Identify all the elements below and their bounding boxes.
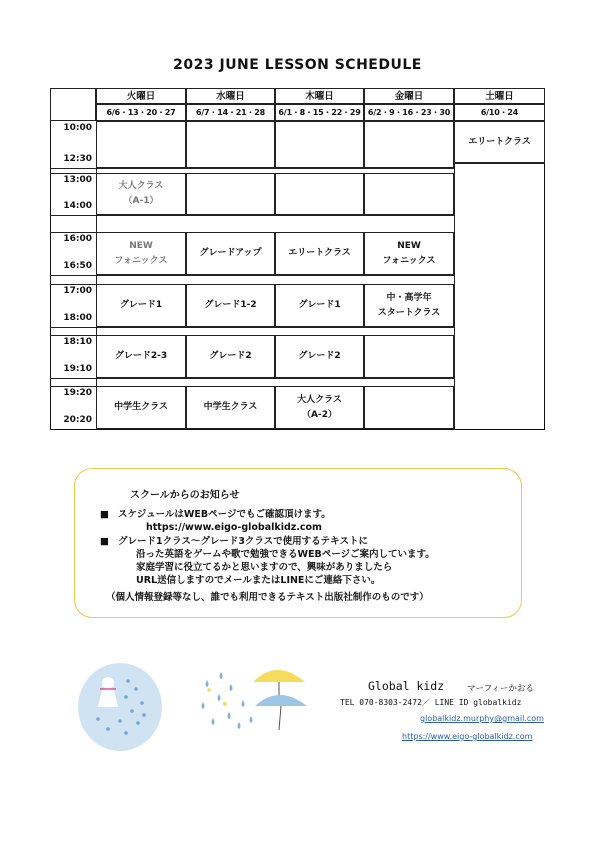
- cell-text-line: NEW: [397, 240, 421, 251]
- slot-end-time: 14:00: [63, 201, 92, 211]
- cell-text-line: フォニックス: [114, 255, 168, 266]
- notice-title: スクールからのお知らせ: [130, 490, 240, 501]
- notice-line: [118, 548, 435, 561]
- cell-text-line: （A-2）: [302, 409, 337, 420]
- contact-person: マーフィーかおる: [467, 684, 534, 694]
- class-cell: [364, 232, 454, 275]
- schedule-table: [50, 88, 545, 430]
- notice-line: [100, 508, 331, 521]
- class-cell: [364, 284, 454, 327]
- cell-text-line: 中学生クラス: [114, 402, 168, 412]
- class-cell: [364, 173, 454, 215]
- school-name: Global kidz: [368, 679, 445, 693]
- cell-text-line: グレードアップ: [199, 248, 262, 258]
- bullet-icon: ■: [100, 509, 109, 520]
- class-cell: [275, 284, 364, 327]
- notice-line: [118, 561, 392, 574]
- doll-head: [102, 677, 114, 689]
- class-cell: [186, 173, 275, 215]
- day-header-4: 金曜日: [364, 88, 454, 104]
- slot-end-time: 12:30: [63, 154, 92, 164]
- notice-line: [118, 574, 380, 587]
- day-dates-5: 6/10・24: [454, 104, 545, 121]
- day-dates-2: 6/7・14・21・28: [186, 104, 275, 121]
- umbrellas-illustration: [195, 660, 315, 740]
- slot-start-time: 13:00: [63, 175, 92, 185]
- notice-line-text: （個人情報登録等なし、誰でも利用できるテキスト出版社制作のものです）: [106, 592, 429, 603]
- slot-start-time: 16:00: [63, 234, 92, 244]
- day-header-1: 火曜日: [96, 88, 186, 104]
- rain-drops: [202, 672, 253, 729]
- saturday-divider: [454, 121, 455, 430]
- class-cell: [186, 335, 275, 378]
- notice-line: [100, 535, 368, 548]
- cell-text-line: グレード1: [298, 300, 341, 310]
- slot-separator: [50, 168, 454, 169]
- cell-text-line: 中・高学年: [386, 292, 432, 303]
- yellow-drops: [207, 688, 227, 706]
- slot-start-time: 19:20: [63, 388, 92, 398]
- website-link[interactable]: https://www.eigo-globalkidz.com: [402, 732, 533, 741]
- slot-start-time: 10:00: [63, 123, 92, 133]
- yellow-umbrella: [253, 670, 305, 682]
- cell-text-line: スタートクラス: [377, 307, 441, 318]
- notice-line: [106, 591, 429, 604]
- class-cell: [186, 284, 275, 327]
- class-cell: [96, 173, 186, 215]
- slot-end-time: 20:20: [63, 415, 92, 425]
- notice-line-text[interactable]: https://www.eigo-globalkidz.com: [146, 522, 322, 533]
- contact-tel: TEL 070-8303-2472／ LINE ID globalkidz: [340, 698, 522, 707]
- notice-line-text: グレード1クラス～グレード3クラスで使用するテキストに: [118, 536, 368, 547]
- slot-separator: [50, 378, 454, 379]
- saturday-separator: [454, 163, 545, 164]
- class-cell: [364, 121, 454, 168]
- class-cell: [96, 335, 186, 378]
- cell-text-line: エリートクラス: [288, 248, 351, 258]
- slot-end-time: 19:10: [63, 364, 92, 374]
- notice-line-text: 家庭学習に役立てるかと思いますので、興味がありましたら: [136, 562, 393, 573]
- class-cell: [275, 386, 364, 429]
- blue-circle: [78, 663, 162, 751]
- class-cell: [275, 173, 364, 215]
- cell-text-line: 大人クラス: [297, 394, 342, 405]
- class-cell: [186, 121, 275, 168]
- class-cell: [275, 335, 364, 378]
- class-cell: [275, 232, 364, 275]
- cell-text-line: グレード2: [209, 351, 252, 361]
- slot-separator: [50, 327, 454, 328]
- slot-separator: [50, 275, 454, 276]
- cell-text-line: グレード1-2: [204, 300, 257, 310]
- blue-umbrella: [255, 695, 307, 706]
- email-link[interactable]: globalkidz.murphy@gmail.com: [420, 714, 544, 723]
- cell-text-line: NEW: [129, 240, 153, 251]
- class-cell: [96, 386, 186, 429]
- class-cell: [96, 284, 186, 327]
- slot-end-time: 18:00: [63, 313, 92, 323]
- class-cell: [186, 232, 275, 275]
- saturday-class-cell: [454, 121, 545, 163]
- cell-text-line: （A-1）: [123, 196, 159, 206]
- class-cell: [96, 121, 186, 168]
- day-dates-3: 6/1・8・15・22・29: [275, 104, 364, 121]
- slot-separator: [50, 215, 454, 216]
- cell-text-line: 中学生クラス: [203, 402, 258, 412]
- cell-text-line: グレード2: [298, 351, 341, 361]
- class-cell: [275, 121, 364, 168]
- class-cell: [96, 232, 186, 275]
- day-header-2: 水曜日: [186, 88, 275, 104]
- cell-text-line: フォニックス: [382, 255, 436, 266]
- day-header-3: 木曜日: [275, 88, 364, 104]
- day-dates-1: 6/6・13・20・27: [96, 104, 186, 121]
- notice-line-text: URL送信しますのでメールまたはLINEにご連絡下さい。: [136, 575, 381, 586]
- day-header-5: 土曜日: [454, 88, 545, 104]
- class-cell: [186, 386, 275, 429]
- notice-line-text: スケジュールはWEBページでもご確認頂けます。: [118, 509, 331, 520]
- corner-cell: [50, 88, 96, 121]
- class-cell: [364, 335, 454, 378]
- slot-end-time: 16:50: [63, 261, 92, 271]
- notice-line: [146, 521, 322, 534]
- slot-start-time: 17:00: [63, 286, 92, 296]
- cell-text-line: グレード2-3: [114, 351, 168, 361]
- cell-text-line: グレード1: [119, 300, 163, 310]
- bullet-icon: ■: [100, 536, 109, 547]
- slot-start-time: 18:10: [63, 337, 92, 347]
- teru-teru-bozu-illustration: [78, 663, 162, 751]
- class-cell: [364, 386, 454, 429]
- page-title: 2023 JUNE LESSON SCHEDULE: [173, 57, 422, 73]
- day-dates-4: 6/2・9・16・23・30: [364, 104, 454, 121]
- cell-text-line: エリートクラス: [468, 136, 531, 147]
- notice-line-text: 沿った英語をゲームや歌で勉強できるWEBページご案内しています。: [136, 549, 435, 560]
- cell-text-line: 大人クラス: [118, 181, 164, 191]
